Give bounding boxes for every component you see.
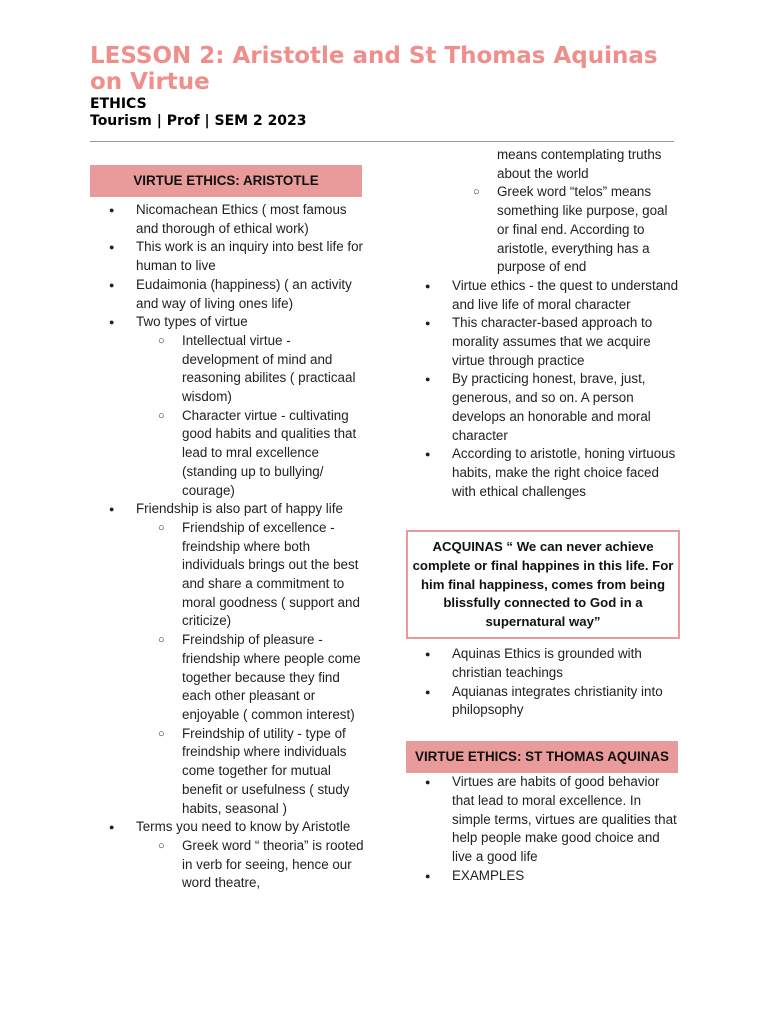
- list-item: ● Eudaimonia (happiness) ( an activity and way of living ones life): [90, 276, 370, 313]
- sub-list-item: ○ Freindship of pleasure - friendship where people come together because they find each other pleasant or enjoyable ( common interest): [136, 631, 370, 725]
- list-item-label: Two types of virtue: [136, 314, 248, 330]
- list-item-friendship: [90, 500, 370, 818]
- section-heading-aquinas: VIRTUE ETHICS: ST THOMAS AQUINAS: [406, 741, 678, 773]
- header-divider: [90, 141, 674, 142]
- aquinas-virtues-list: [406, 773, 682, 885]
- terms-list-continued: [451, 183, 682, 277]
- left-column: [90, 146, 370, 893]
- page-title: LESSON 2: Aristotle and St Thomas Aquinas on Virtue: [90, 43, 658, 95]
- subject-label: ETHICS: [90, 96, 147, 112]
- section-heading-aristotle: VIRTUE ETHICS: ARISTOTLE: [90, 165, 362, 197]
- list-item: ● Nicomachean Ethics ( most famous and thorough of ethical work): [90, 201, 370, 238]
- list-item-terms: [90, 818, 370, 893]
- right-column: [406, 146, 682, 885]
- sub-list-item: ○ Freindship of utility - type of freindship where individuals come together for mutual benefit or usefulness ( study habits, seasonal ): [136, 725, 370, 819]
- sub-list-item: ○ Greek word “telos” means something like purpose, goal or final end. According to aristotle, everything has a purpose of end: [451, 183, 682, 277]
- sub-list-item: ○ Character virtue - cultivating good habits and qualities that lead to mral excellence (standing up to bullying/ courage): [136, 407, 370, 501]
- aquinas-list: [406, 645, 682, 720]
- list-item: ● By practicing honest, brave, just, generous, and so on. A person develops an honorable and moral character: [406, 370, 682, 445]
- list-item-virtue-types: [90, 313, 370, 500]
- terms-list: [136, 837, 370, 893]
- list-item-label: Friendship is also part of happy life: [136, 501, 343, 517]
- aristotle-list: [90, 201, 370, 893]
- sub-list-item: ○ Friendship of excellence - freindship where both individuals brings out the best and share a commitment to moral goodness ( support and criticize): [136, 519, 370, 631]
- course-meta: Tourism | Prof | SEM 2 2023: [90, 113, 307, 129]
- virtue-ethics-list: [406, 277, 682, 501]
- theoria-continuation: means contemplating truths about the world: [497, 147, 662, 181]
- list-item: ● This work is an inquiry into best life for human to live: [90, 238, 370, 275]
- list-item: ● According to aristotle, honing virtuous habits, make the right choice faced with ethical challenges: [406, 445, 682, 501]
- list-item: ● This character-based approach to morality assumes that we acquire virtue through practice: [406, 314, 682, 370]
- sub-list-item: ○ Greek word “ theoria” is rooted in verb for seeing, hence our word theatre,: [136, 837, 370, 893]
- list-item: ● EXAMPLES: [406, 867, 682, 886]
- list-item: ● Aquianas integrates christianity into philopsophy: [406, 683, 682, 720]
- list-item: ● Virtues are habits of good behavior that lead to moral excellence. In simple terms, virtues are qualities that help people make good choice and live a good life: [406, 773, 682, 867]
- friendship-list: [136, 519, 370, 818]
- list-item: ● Aquinas Ethics is grounded with christian teachings: [406, 645, 682, 682]
- list-item-label: Terms you need to know by Aristotle: [136, 819, 351, 835]
- list-item: ● Virtue ethics - the quest to understand and live life of moral character: [406, 277, 682, 314]
- sub-list-item: ○ Intellectual virtue - development of mind and reasoning abilites ( practicaal wisdom): [136, 332, 370, 407]
- virtue-types-list: [136, 332, 370, 500]
- aquinas-quote-box: ACQUINAS “ We can never achieve complete or final happines in this life. For him final happiness, comes from being blissfully connected to God in a supernatural way”: [406, 530, 680, 639]
